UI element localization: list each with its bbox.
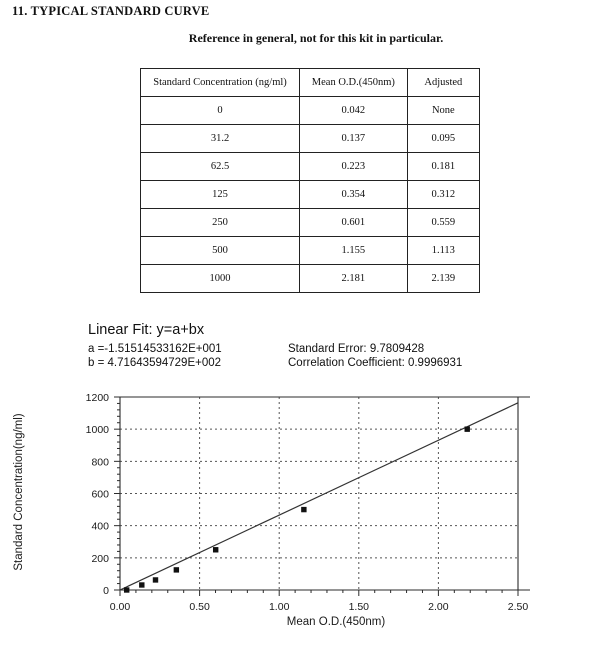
- cell-mean-od: 0.137: [300, 125, 408, 153]
- fit-correlation-coefficient: Correlation Coefficient: 0.9996931: [288, 357, 463, 369]
- chart-series: [120, 403, 518, 593]
- y-tick-label: 1200: [85, 392, 109, 404]
- table-row: [141, 181, 480, 209]
- y-tick-label: 200: [91, 552, 109, 565]
- cell-mean-od: 2.181: [300, 265, 408, 293]
- subtitle-note: Reference in general, not for this kit in particular.: [188, 31, 444, 45]
- column-header-concentration: Standard Concentration (ng/ml): [141, 69, 300, 97]
- standard-curve-chart: [0, 380, 600, 645]
- cell-mean-od: 0.354: [300, 181, 408, 209]
- y-tick-label: 1000: [85, 424, 109, 437]
- x-tick-label: 0.50: [189, 601, 210, 613]
- cell-adjusted: 0.312: [407, 181, 479, 209]
- cell-mean-od: 0.223: [300, 153, 408, 181]
- y-tick-label: 400: [91, 520, 109, 533]
- y-tick-label: 800: [91, 456, 109, 469]
- data-point-marker: [124, 588, 129, 593]
- cell-adjusted: 2.139: [407, 265, 479, 293]
- data-point-marker: [174, 567, 179, 572]
- cell-concentration: 1000: [141, 265, 300, 293]
- x-axis-label: Mean O.D.(450nm): [286, 616, 386, 628]
- cell-adjusted: 0.559: [407, 209, 479, 237]
- cell-adjusted: 0.095: [407, 125, 479, 153]
- data-point-marker: [139, 583, 144, 588]
- fit-coefficient-b: b = 4.71643594729E+002: [88, 357, 222, 369]
- chart-svg: [0, 380, 600, 645]
- y-tick-label: 0: [103, 585, 109, 597]
- column-header-mean-od: Mean O.D.(450nm): [300, 69, 408, 97]
- cell-concentration: 62.5: [141, 153, 300, 181]
- x-tick-label: 1.50: [348, 601, 370, 613]
- fit-standard-error: Standard Error: 9.7809428: [288, 343, 425, 355]
- cell-concentration: 500: [141, 237, 300, 265]
- data-point-marker: [301, 507, 306, 512]
- cell-mean-od: 0.601: [300, 209, 408, 237]
- chart-gridlines: [120, 397, 518, 590]
- linear-fit-title: Linear Fit: y=a+bx: [88, 322, 205, 338]
- cell-concentration: 31.2: [141, 125, 300, 153]
- y-axis-label: Standard Concentration(ng/ml): [13, 413, 25, 571]
- table-row: [141, 125, 480, 153]
- column-header-adjusted: Adjusted: [407, 69, 479, 97]
- standard-curve-table: [140, 68, 480, 293]
- data-point-marker: [465, 427, 470, 432]
- table-row: [141, 209, 480, 237]
- x-tick-label: 2.00: [428, 601, 449, 613]
- cell-adjusted: None: [407, 97, 479, 125]
- cell-adjusted: 0.181: [407, 153, 479, 181]
- table-row: [141, 153, 480, 181]
- cell-concentration: 0: [141, 97, 300, 125]
- y-tick-label: 600: [91, 488, 109, 501]
- cell-adjusted: 1.113: [407, 237, 479, 265]
- x-tick-label: 2.50: [507, 601, 529, 613]
- chart-ticks: [114, 397, 518, 596]
- data-point-marker: [213, 547, 218, 552]
- cell-concentration: 250: [141, 209, 300, 237]
- x-tick-label: 0.00: [109, 601, 131, 613]
- data-point-marker: [153, 578, 158, 583]
- table-header-row: [141, 69, 480, 97]
- cell-mean-od: 0.042: [300, 97, 408, 125]
- fit-coefficient-a: a =-1.51514533162E+001: [88, 343, 222, 355]
- table-row: [141, 237, 480, 265]
- cell-concentration: 125: [141, 181, 300, 209]
- page-title: 11. TYPICAL STANDARD CURVE: [12, 4, 210, 18]
- table-row: [141, 265, 480, 293]
- table-row: [141, 97, 480, 125]
- cell-mean-od: 1.155: [300, 237, 408, 265]
- x-tick-label: 1.00: [268, 601, 290, 613]
